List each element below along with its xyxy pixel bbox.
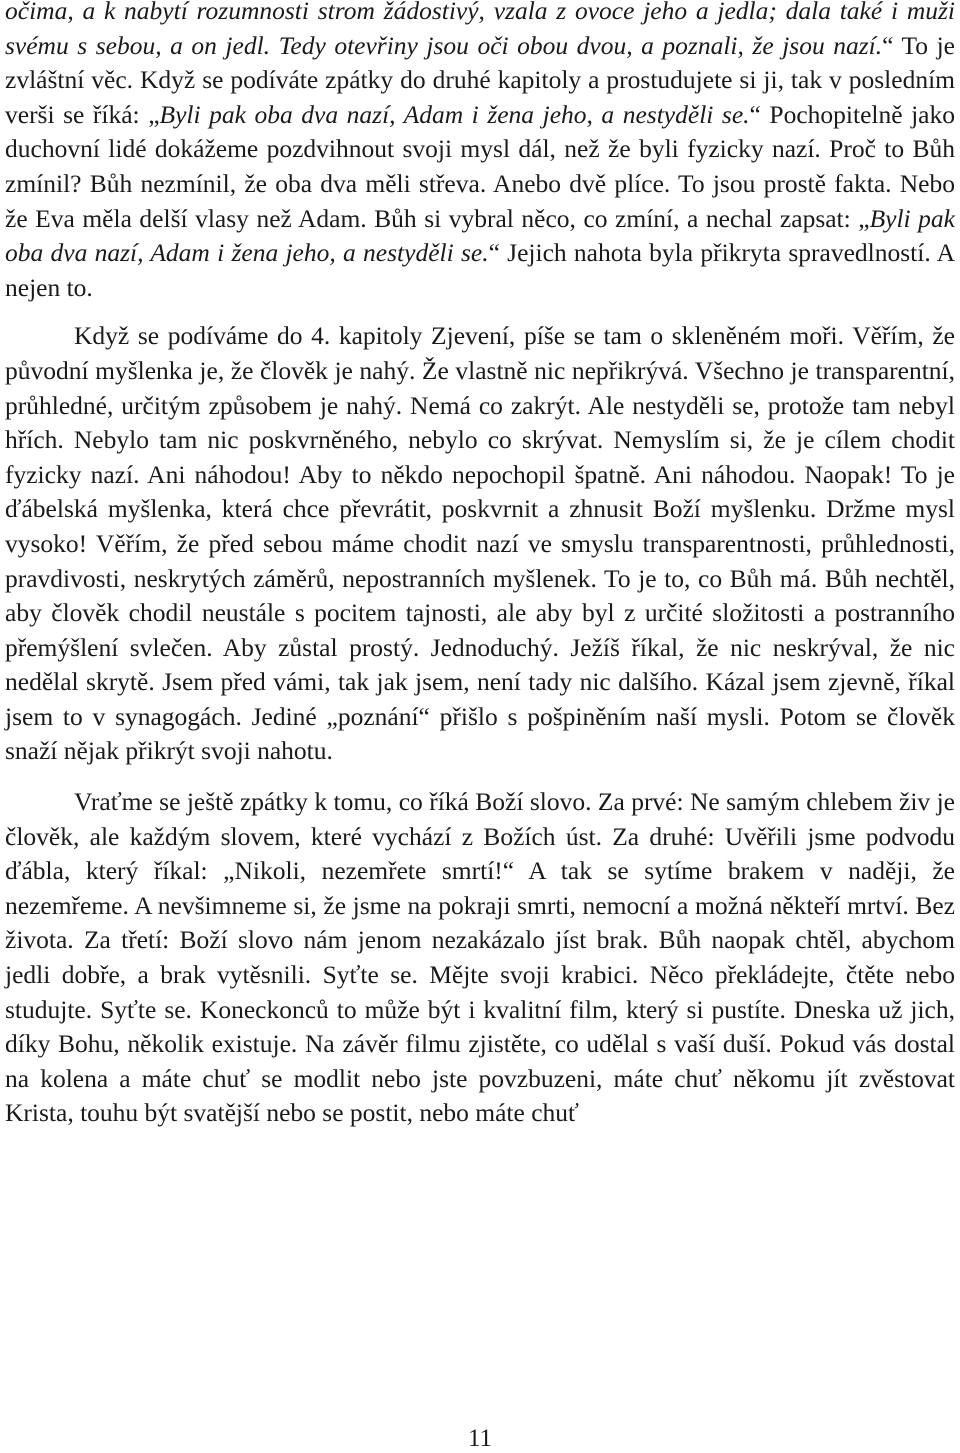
paragraph bbox=[5, 0, 955, 305]
paragraph-text: “ To je zvláštní věc. Když se podíváte zpátky do druhé kapitoly a prostudujete si ji, tak v posledním verši se říká: „ bbox=[5, 30, 955, 129]
paragraph: Když se podíváme do 4. kapitoly Zjevení, píše se tam o skleněném moři. Věřím, že původní myšlenka je, že člověk je nahý. Že vlastně nic nepřikrývá. Všechno je transparentní, průhledné, určitým způsobem je nahý. Nemá co zakrýt. Ale nestyděli se, protože tam nebyl hřích. Nebylo tam nic poskvrněného, nebylo co skrývat. Nemyslím si, že je cílem chodit fyzicky nazí. Ani náhodou! Aby to někdo nepochopil špatně. Ani náhodou. Naopak! To je ďábelská myšlenka, která chce převrátit, poskvrnit a zhnusit Boží myšlenku. Držme mysl vysoko! Věřím, že před sebou máme chodit nazí ve smyslu transparentnosti, průhlednosti, pravdivosti, neskrytých záměrů, nepostranních myšlenek. To je to, co Bůh má. Bůh nechtěl, aby člověk chodil neustále s pocitem tajnosti, ale aby byl z určité složitosti a postranního přemýšlení svlečen. Aby zůstal prostý. Jednoduchý. Ježíš říkal, že nic neskrýval, že nic nedělal skrytě. Jsem před vámi, tak jak jsem, není tady nic dalšího. Kázal jsem zjevně, říkal jsem to v synagogách. Jediné „poznání“ přišlo s pošpiněním naší mysli. Potom se člověk snaží nějak přikrýt svoji nahotu. bbox=[5, 321, 955, 766]
italic-quote-text: očima, a k nabytí rozumnosti strom žádostivý, vzala z ovoce jeho a jedla; dala také i muži svému s sebou, a on jedl. Tedy otevřiny jsou oči obou dvou, a poznali, že jsou nazí. bbox=[5, 0, 955, 60]
italic-quote-text: Byli pak oba dva nazí, Adam i žena jeho, a nestyděli se. bbox=[159, 99, 750, 129]
paragraph: Vraťme se ještě zpátky k tomu, co říká Boží slovo. Za prvé: Ne samým chlebem živ je člověk, ale každým slovem, které vychází z Božích úst. Za druhé: Uvěřili jsme podvodu ďábla, který říkal: „Nikoli, nezemřete smrtí!“ A tak se sytíme brakem v naději, že nezemřeme. A nevšimneme si, že jsme na pokraji smrti, nemocní a možná někteří mrtví. Bez života. Za třetí: Boží slovo nám jenom nezakázalo jíst brak. Bůh naopak chtěl, abychom jedli dobře, a brak vytěsnili. Syťte se. Mějte svoji krabici. Něco překládejte, čtěte nebo studujte. Syťte se. Koneckonců to může být i kvalitní film, který si pustíte. Dneska už jich, díky Bohu, několik existuje. Na závěr filmu zjistěte, co udělal s vaší duší. Pokud vás dostal na kolena a máte chuť se modlit nebo jste povzbuzeni, máte chuť někomu jít zvěstovat Krista, touhu být svatější nebo se postit, nebo máte chuť bbox=[5, 787, 955, 1128]
document-page bbox=[5, 0, 955, 1131]
paragraph-text: “ Jejich nahota byla přikryta spravedlností. A nejen to. bbox=[5, 238, 955, 302]
italic-quote-text: Byli pak oba dva nazí, Adam i žena jeho, a nestyděli se. bbox=[5, 203, 955, 268]
page-number: 11 bbox=[467, 1425, 493, 1452]
paragraph-text: “ Pochopitelně jako duchovní lidé dokážeme pozdvihnout svoji mysl dál, než že byli fyzicky nazí. Proč to Bůh zmínil? Bůh nezmínil, že oba dva měli střeva. Anebo dvě plíce. To jsou prostě fakta. Nebo že Eva měla delší vlasy než Adam. Bůh si vybral něco, co zmíní, a nechal zapsat: „ bbox=[5, 99, 955, 233]
